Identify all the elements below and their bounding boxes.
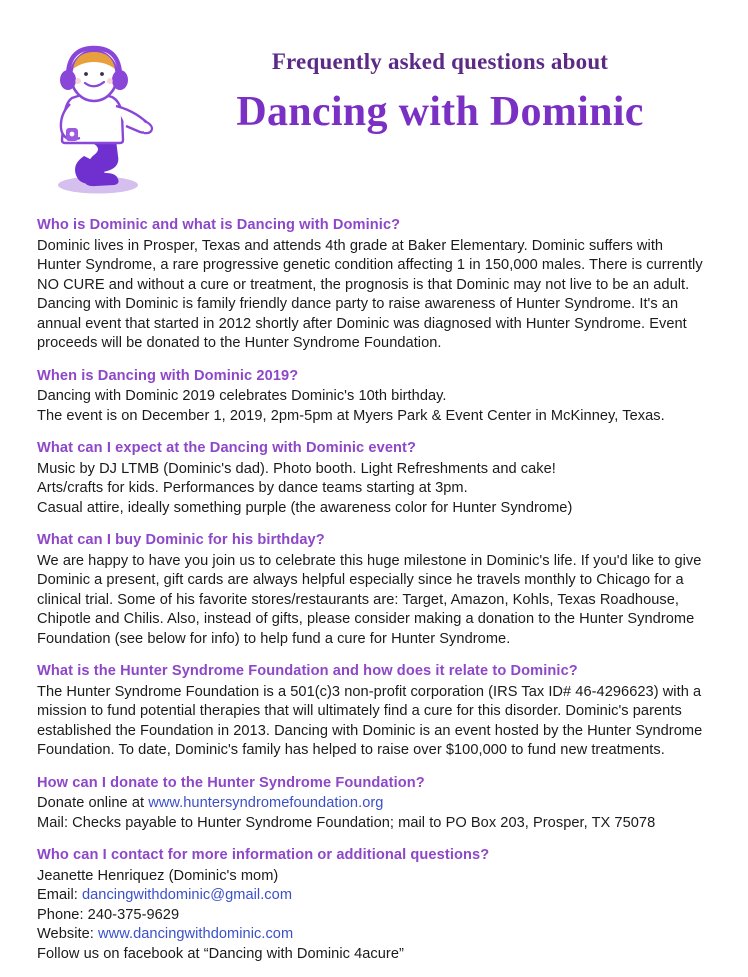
faq-question: What can I expect at the Dancing with Dominic event? [37,440,417,456]
faq-section [37,367,705,427]
answer-line: The Hunter Syndrome Foundation is a 501(c)3 non-profit corporation (IRS Tax ID# 46-4296623) with a mission to fund potential therapies that will ultimately find a cure for this disorder. Dominic's parents established the Foundation in 2013. Dancing with Dominic is an event hosted by the Hunter Syndrome Foundation. To date, Dominic's family has helped to raise over $100,000 to fund new treatments. [37,683,703,758]
faq-section [37,662,705,761]
title-block [170,48,710,138]
faq-answer [37,683,705,761]
faq-question: What is the Hunter Syndrome Foundation and how does it relate to Dominic? [37,663,578,679]
contact-email-line [37,886,705,906]
faq-answer [37,387,705,426]
donate-online-prefix: Donate online at [37,795,149,811]
donate-question: How can I donate to the Hunter Syndrome Foundation? [37,774,425,791]
answer-line: Music by DJ LTMB (Dominic's dad). Photo booth. Light Refreshments and cake! [37,460,556,477]
email-label: Email: [37,887,82,903]
faq-section [37,439,705,518]
contact-section [37,846,705,964]
answer-line: Dancing with Dominic 2019 celebrates Dominic's 10th birthday. [37,388,447,404]
donate-online-line [37,794,705,814]
contact-question: Who can I contact for more information or additional questions? [37,847,490,863]
answer-line: The event is on December 1, 2019, 2pm-5pm at Myers Park & Event Center in McKinney, Texas. [37,407,665,424]
document-header [0,0,748,196]
faq-section [37,531,705,649]
answer-line: Dominic lives in Prosper, Texas and attends 4th grade at Baker Elementary. Dominic suffers with Hunter Syndrome, a rare progressive genetic condition affecting 1 in 150,000 males. There is currently NO CURE and without a cure or treatment, the prognosis is that Dominic may not live to be an adult. Dancing with Dominic is family friendly dance party to raise awareness of Hunter Syndrome. It's an annual event that started in 2012 shortly after Dominic was diagnosed with Hunter Syndrome. Event proceeds will be donated to the Hunter Syndrome Foundation. [37,237,703,351]
faq-section [37,216,705,354]
answer-line: Arts/crafts for kids. Performances by dance teams starting at 3pm. [37,480,468,496]
email-link[interactable]: dancingwithdominic@gmail.com [81,887,293,903]
faq-answer [37,552,705,650]
faq-question: What can I buy Dominic for his birthday? [37,532,325,548]
contact-website-line [37,925,705,945]
contact-name-line: Jeanette Henriquez (Dominic's mom) [37,867,279,884]
dancing-boy-with-headphones-icon [28,44,158,194]
contact-answer [37,867,705,965]
contact-phone-line: Phone: 240-375-9629 [37,906,180,923]
faq-answer [37,237,705,354]
faq-answer [37,460,705,519]
donate-answer [37,794,705,833]
donate-mail-line: Mail: Checks payable to Hunter Syndrome Foundation; mail to PO Box 203, Prosper, TX 75078 [37,814,656,831]
page-title: Dancing with Dominic [236,88,644,135]
faq-question: When is Dancing with Dominic 2019? [37,367,299,384]
dancing-with-dominic-website-link[interactable]: www.dancingwithdominic.com [98,926,294,942]
contact-facebook-line: Follow us on facebook at “Dancing with Dominic 4acure” [37,945,404,962]
page-eyebrow: Frequently asked questions about [271,49,609,74]
answer-line: We are happy to have you join us to celebrate this huge milestone in Dominic's life. If you'd like to give Dominic a present, gift cards are always helpful especially since he travels monthly to Chicago for a clinical trial. Some of his favorite stores/restaurants are: Target, Amazon, Kohls, Texas Roadhouse, Chipotle and Chilis. Also, instead of gifts, please consider making a donation to the Hunter Syndrome Foundation (see below for info) to help fund a cure for Hunter Syndrome. [37,552,702,647]
website-label: Website: [37,926,99,942]
foundation-website-link[interactable]: www.huntersyndromefoundation.org [148,795,384,811]
answer-line: Casual attire, ideally something purple (the awareness color for Hunter Syndrome) [37,499,573,516]
donate-section [37,774,705,834]
faq-question: Who is Dominic and what is Dancing with Dominic? [37,217,401,233]
faq-content [37,216,705,977]
